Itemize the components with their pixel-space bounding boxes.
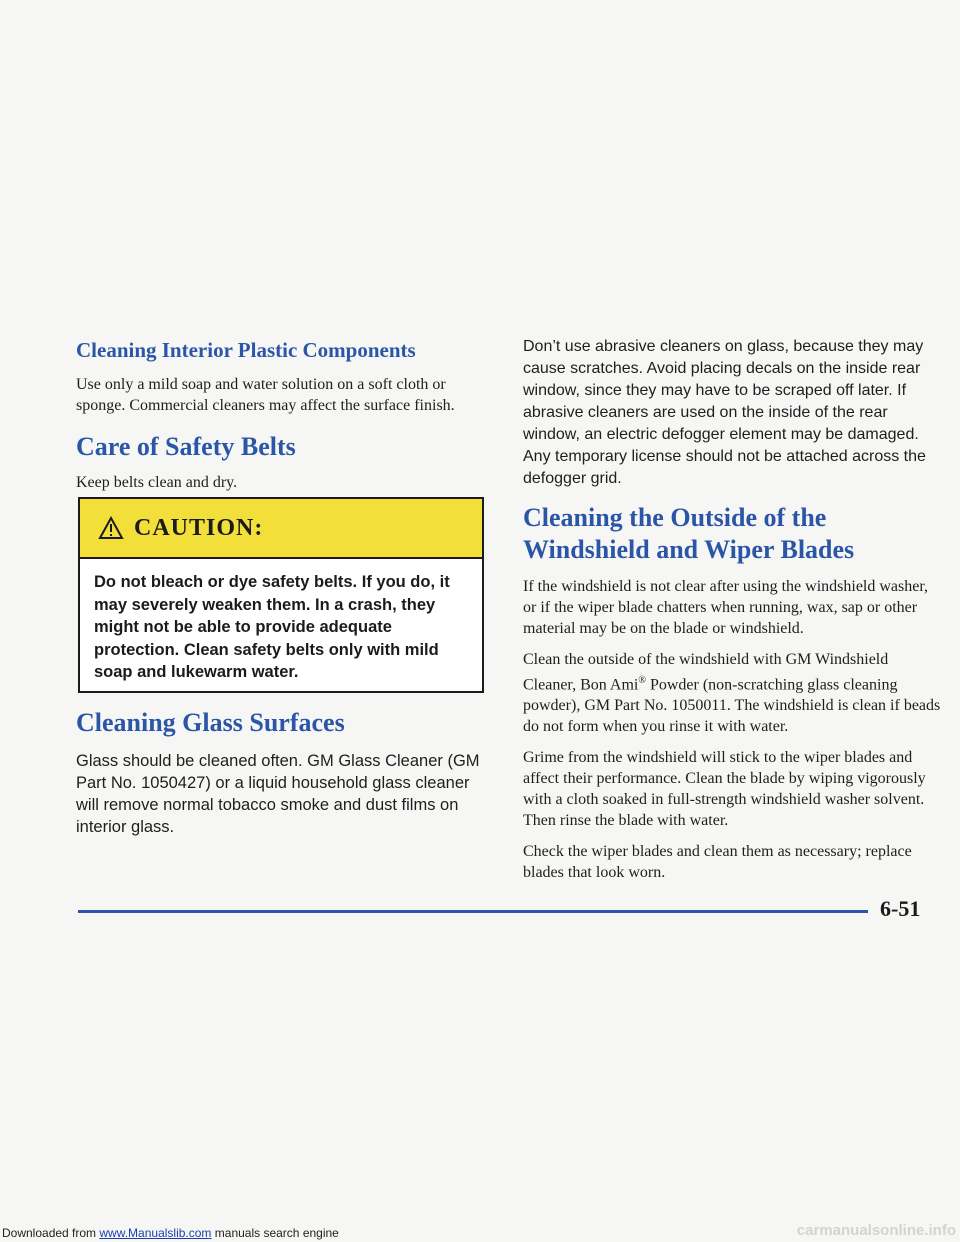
right-column [523,336,943,883]
footer-suffix: manuals search engine [211,1226,339,1240]
footer-prefix: Downloaded from [2,1226,100,1240]
heading-safety-belts: Care of Safety Belts [76,432,296,461]
heading-windshield-wipers: Cleaning the Outside of the Windshield and Wiper Blades [523,503,855,564]
para-interior-plastic: Use only a mild soap and water solution on a soft cloth or sponge. Commercial cleaners may affect the surface finish. [76,376,455,414]
manualslib-link[interactable]: www.Manualslib.com [99,1226,212,1240]
warning-triangle-icon [98,516,124,540]
para-grime: Grime from the windshield will stick to the wiper blades and affect their performance. Clean the blade by wiping vigorously with a cloth soaked in full-strength windshield washer solvent. Then rinse the blade with water. [523,749,926,830]
heading-glass-surfaces: Cleaning Glass Surfaces [76,708,345,737]
page-number: 6-51 [880,896,921,921]
cleaner-text-a: Clean the outside of the windshield with GM Windshield Cleaner, Bon Ami [523,651,889,694]
left-column-lower [76,706,486,838]
left-column [76,336,486,493]
para-check-wipers: Check the wiper blades and clean them as necessary; replace blades that look worn. [523,843,912,882]
caution-box [78,497,484,693]
heading-interior-plastic: Cleaning Interior Plastic Components [76,338,416,362]
caution-title: CAUTION: [134,514,264,541]
para-glass-surfaces: Glass should be cleaned often. GM Glass Cleaner (GM Part No. 1050427) or a liquid household glass cleaner will remove normal tobacco smoke and dust films on interior glass. [76,752,480,836]
footer-rule [78,910,868,913]
para-windshield-cleaner [523,649,943,737]
para-safety-belts: Keep belts clean and dry. [76,474,238,491]
registered-mark: ® [638,675,646,686]
para-abrasive-cleaners: Don’t use abrasive cleaners on glass, because they may cause scratches. Avoid placing decals on the inside rear window, since they may have to be scraped off later. If abrasive cleaners are used on the inside of the rear window, an electric defogger element may be damaged. Any temporary license should not be attached across the defogger grid. [523,338,926,487]
caution-text: Do not bleach or dye safety belts. If you do, it may severely weaken them. In a crash, they might not be able to provide adequate protection. Clean safety belts only with mild soap and lukewarm water. [94,573,450,681]
para-windshield-clear: If the windshield is not clear after using the windshield washer, or if the wiper blade chatters when running, wax, sap or other material may be on the blade or windshield. [523,578,929,637]
caution-header [80,499,482,559]
watermark: carmanualsonline.info [796,1222,956,1239]
cleaner-text-b: Powder (non-scratching glass cleaning powder), GM Part No. 1050011. The windshield is clean if beads do not form when you rinse it with water. [523,676,941,736]
download-footer [2,1226,339,1240]
